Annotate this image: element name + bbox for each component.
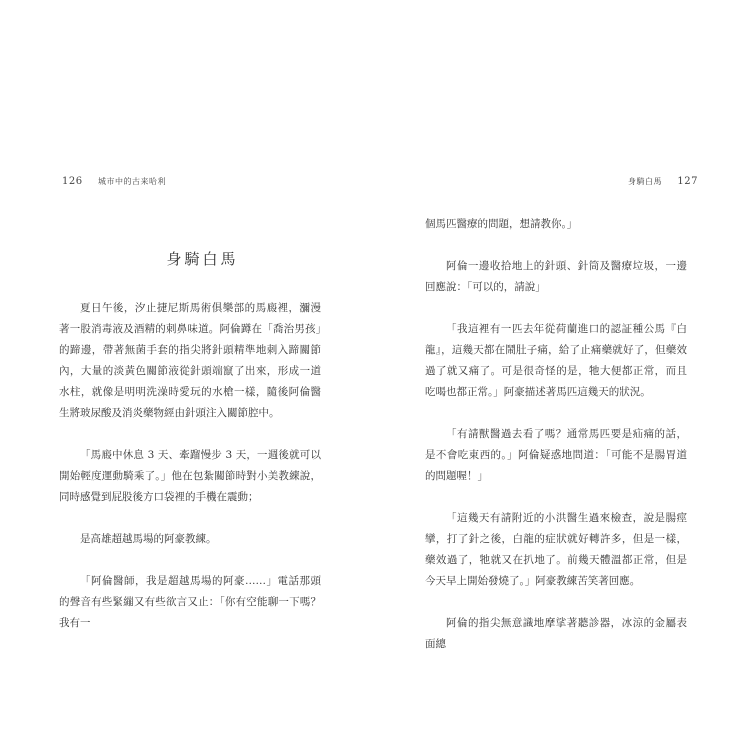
paragraph: 是高雄超越馬場的阿豪教練。 [80, 533, 217, 545]
left-page-number: 126 [62, 176, 83, 187]
left-body-text [59, 298, 321, 655]
paragraph: 「有請獸醫過去看了嗎？通常馬匹要是疝痛的話，是不會吃東西的。」阿倫疑惑地問道：「可能不是腸胃道的問題喔！」 [425, 428, 687, 482]
paragraph: 阿倫的指尖無意識地摩挲著聽診器，冰涼的金屬表面總 [425, 617, 687, 650]
paragraph: 「阿倫醫師，我是超越馬場的阿豪……」電話那頭的聲音有些緊繃又有些欲言又止：「你有空能聊一下嗎？我有一 [59, 575, 321, 629]
chapter-title-text: 身騎白馬 [166, 250, 239, 268]
paragraph: 阿倫一邊收拾地上的針頭、針筒及醫療垃圾，一邊回應說：「可以的，請說」 [425, 260, 687, 293]
right-page-number: 127 [677, 176, 698, 187]
right-running-title: 身騎白馬 [628, 177, 663, 186]
left-running-title: 城市中的古来哈利 [97, 177, 166, 186]
paragraph: 「我這裡有一匹去年從荷蘭進口的認証種公馬『白龍』，這幾天都在鬧肚子痛，給了止痛藥就好了，但藥效過了就又痛了。可是很奇怪的是，牠大便都正常，而且吃喝也都正常。」阿豪描述著馬匹這幾天的狀況。 [425, 323, 687, 398]
paragraph: 「這幾天有請附近的小洪醫生過來檢查，說是腸痙攣，打了針之後，白龍的症狀就好轉許多，但是一樣，藥效過了，牠就又在扒地了。前幾天體溫都正常，但是今天早上開始發燒了。」阿豪教練苦笑著回應。 [425, 512, 687, 587]
continuation-paragraph: 個馬匹醫療的問題，想請教你。」 [425, 218, 578, 230]
right-page-header [628, 176, 698, 187]
chapter-title [0, 248, 375, 269]
left-page-header [62, 176, 166, 187]
right-body-text [425, 214, 687, 676]
paragraph: 「馬廄中休息 3 天、牽蹓慢步 3 天，一週後就可以開始輕度運動騎乘了。」他在包紮關節時對小美教練說，同時感覺到屁股後方口袋裡的手機在震動； [59, 449, 321, 503]
paragraph: 夏日午後，汐止捷尼斯馬術俱樂部的馬廄裡，瀰漫著一股消毒液及酒精的刺鼻味道。阿倫蹲在「喬治男孩」的蹄邊，帶著無菌手套的指尖將針頭精準地刺入蹄關節內，大量的淡黃色關節液從針頭端竄了出來，形成一道水柱，就像是明明洗澡時愛玩的水槍一樣，隨後阿倫醫生將玻尿酸及消炎藥物經由針頭注入關節腔中。 [59, 302, 321, 419]
